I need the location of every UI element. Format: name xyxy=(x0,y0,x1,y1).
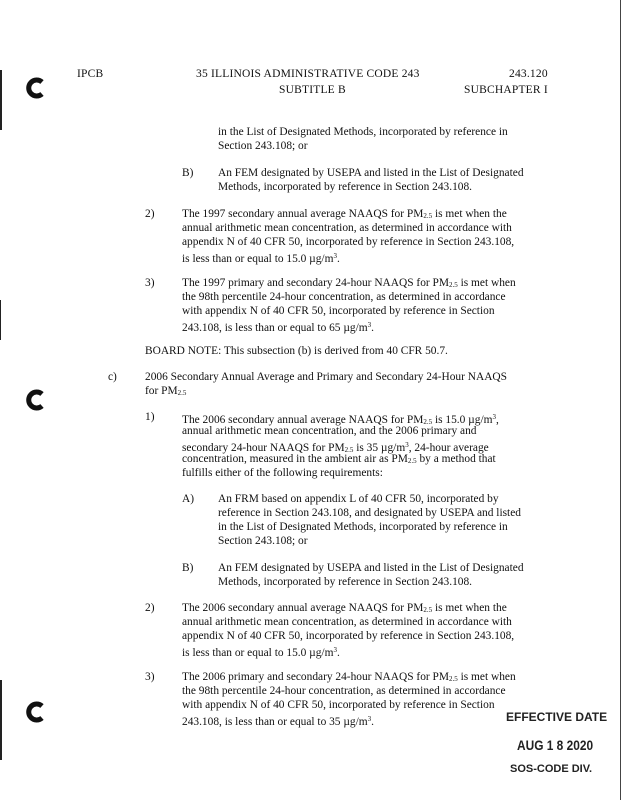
item-label: B) xyxy=(182,562,194,574)
text-line: Section 243.108; or xyxy=(218,140,308,152)
text-line: in the List of Designated Methods, incorporated by reference in xyxy=(218,521,508,533)
item-label: 2) xyxy=(145,602,155,614)
text-line: appendix N of 40 CFR 50, incorporated by reference in Section 243.108, xyxy=(182,236,515,248)
text-line: fulfills either of the following requirements: xyxy=(182,467,383,479)
item-label: 2) xyxy=(145,208,155,220)
text-line: An FRM based on appendix L of 40 CFR 50, incorporated by xyxy=(218,493,499,505)
header-subchapter: SUBCHAPTER I xyxy=(464,84,548,96)
scan-edge-mark xyxy=(0,300,1,340)
item-label: 1) xyxy=(145,411,155,423)
text-line: is less than or equal to 15.0 $\mu g/m^3$. xyxy=(182,252,340,265)
text-line: the 98th percentile 24-hour concentration, as determined in accordance xyxy=(182,685,506,697)
text-line: annual arithmetic mean concentration, as determined in accordance with xyxy=(182,222,512,234)
header-code-title: 35 ILLINOIS ADMINISTRATIVE CODE 243 xyxy=(196,68,420,80)
item-label: c) xyxy=(108,371,117,383)
text-line: The 2006 secondary annual average NAAQS for PM2.5 is met when the xyxy=(182,602,507,614)
binder-hole-icon xyxy=(24,388,48,412)
header-section-number: 243.120 xyxy=(509,68,548,80)
item-label: 3) xyxy=(145,671,155,683)
text-line: The 2006 primary and secondary 24-hour NAAQS for PM2.5 is met when xyxy=(182,671,516,683)
text-line: annual arithmetic mean concentration, as determined in accordance with xyxy=(182,616,512,628)
section-heading: for PM2.5 xyxy=(145,385,187,397)
text-line: Methods, incorporated by reference in Section 243.108. xyxy=(218,181,472,193)
text-line: in the List of Designated Methods, incorporated by reference in xyxy=(218,126,508,138)
item-label: A) xyxy=(182,493,195,505)
stamp-date: AUG 1 8 2020 xyxy=(517,737,594,753)
text-line: with appendix N of 40 CFR 50, incorporated by reference in Section xyxy=(182,699,495,711)
text-line: annual arithmetic mean concentration, and the 2006 primary and xyxy=(182,425,477,437)
binder-hole-icon xyxy=(24,76,48,100)
text-line: The 1997 secondary annual average NAAQS for PM2.5 is met when the xyxy=(182,208,507,220)
text-line: An FEM designated by USEPA and listed in the List of Designated xyxy=(218,562,524,574)
text-line: is less than or equal to 15.0 $\mu g/m^3$. xyxy=(182,646,340,659)
text-line: secondary 24-hour NAAQS for PM2.5 is 35 $\mu g/m^3$, 24-hour average xyxy=(182,441,489,454)
text-line: concentration, measured in the ambient air as PM2.5 by a method that xyxy=(182,453,496,465)
item-label: B) xyxy=(182,167,194,179)
text-line: Section 243.108; or xyxy=(218,535,308,547)
board-note: BOARD NOTE: This subsection (b) is derived from 40 CFR 50.7. xyxy=(145,345,448,357)
text-line: appendix N of 40 CFR 50, incorporated by reference in Section 243.108, xyxy=(182,630,515,642)
text-line: Methods, incorporated by reference in Section 243.108. xyxy=(218,576,472,588)
scan-edge-mark xyxy=(0,70,2,130)
text-line: An FEM designated by USEPA and listed in the List of Designated xyxy=(218,167,524,179)
header-subtitle: SUBTITLE B xyxy=(279,84,346,96)
text-line: The 1997 primary and secondary 24-hour NAAQS for PM2.5 is met when xyxy=(182,277,516,289)
binder-hole-icon xyxy=(24,700,48,724)
text-line: reference in Section 243.108, and designated by USEPA and listed xyxy=(218,507,521,519)
text-line: The 2006 secondary annual average NAAQS for PM2.5 is 15.0 $\mu g/m^3$, xyxy=(182,413,499,426)
section-heading: 2006 Secondary Annual Average and Primary and Secondary 24-Hour NAAQS xyxy=(145,371,507,383)
text-line: with appendix N of 40 CFR 50, incorporated by reference in Section xyxy=(182,305,495,317)
text-line: 243.108, is less than or equal to 35 $\mu g/m^3$. xyxy=(182,715,374,728)
scan-edge-mark xyxy=(0,680,2,760)
text-line: the 98th percentile 24-hour concentration, as determined in accordance xyxy=(182,291,506,303)
text-line: 243.108, is less than or equal to 65 $\mu g/m^3$. xyxy=(182,321,374,334)
item-label: 3) xyxy=(145,277,155,289)
stamp-effective-date-label: EFFECTIVE DATE xyxy=(506,710,608,724)
header-agency: IPCB xyxy=(77,68,104,80)
stamp-division: SOS-CODE DIV. xyxy=(510,763,593,775)
